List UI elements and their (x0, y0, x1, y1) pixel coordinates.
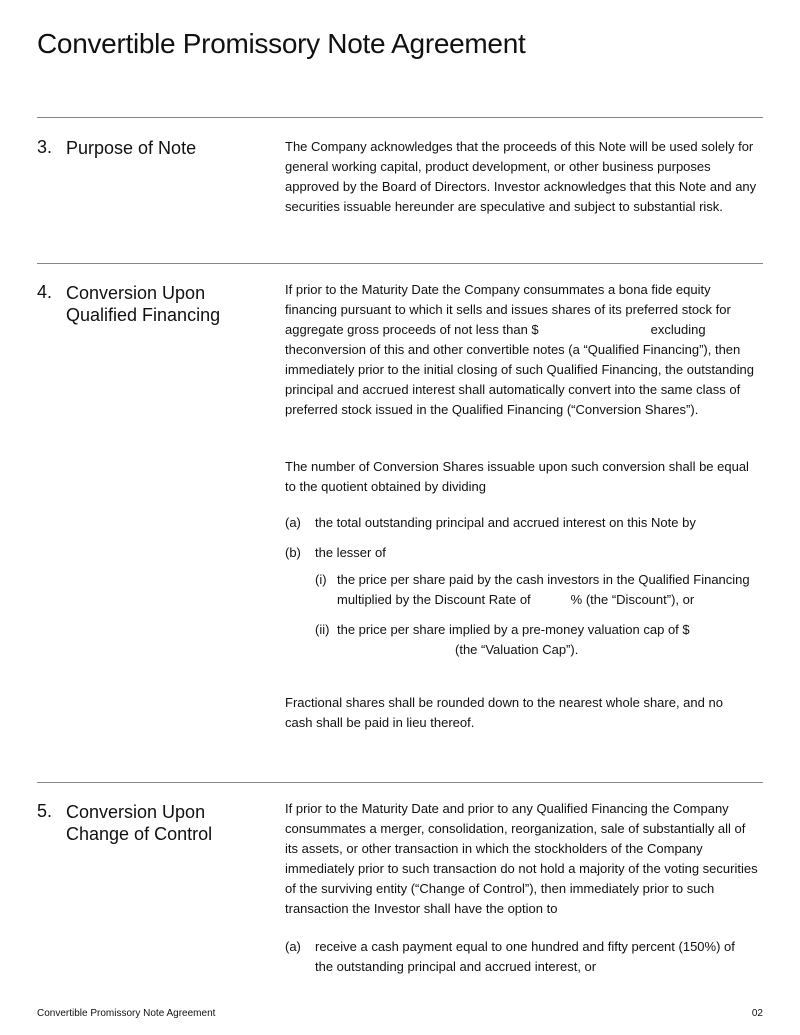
valuation-cap-field[interactable] (337, 640, 455, 660)
text: If prior to the Maturity Date the Company consummates a bona fide equity financing pursuant to which it sells and issues shares of its preferred stock for aggregate gross proceeds of not less than $ (285, 282, 731, 337)
section-number: 5. (37, 801, 53, 821)
paragraph (285, 280, 761, 420)
item-text (337, 620, 697, 660)
item-text (337, 570, 762, 610)
item-text: receive a cash payment equal to one hundred and fifty percent (150%) of the outstanding principal and accrued interest, or (315, 939, 735, 974)
paragraph: The Company acknowledges that the proceeds of this Note will be used solely for general working capital, product development, or other business purposes approved by the Board of Directors. Investor acknowledges that this Note and any securities issuable hereunder are speculative and subject to substantial risk. (285, 139, 757, 214)
text: (the “Valuation Cap”). (455, 642, 579, 657)
section-number: 4. (37, 282, 53, 302)
list-item (285, 937, 755, 977)
section-heading: Conversion Upon Change of Control (66, 802, 213, 844)
page-title: Convertible Promissory Note Agreement (37, 28, 526, 59)
item-label: (a) (285, 515, 301, 530)
item-label: (a) (285, 939, 301, 954)
list-item (315, 620, 763, 660)
divider (37, 263, 763, 264)
list-item (315, 570, 763, 610)
section-body (285, 799, 761, 919)
section-body (285, 280, 761, 420)
discount-rate-field[interactable] (531, 590, 571, 610)
item-label: (i) (315, 572, 327, 587)
proceeds-amount-field[interactable] (539, 320, 651, 340)
text: % (the “Discount”), or (570, 592, 695, 607)
section-number: 3. (37, 137, 53, 157)
section-heading: Conversion Upon Qualified Financing (66, 283, 221, 325)
item-text: the lesser of (315, 545, 386, 560)
paragraph: Fractional shares shall be rounded down to the nearest whole share, and no cash shall be paid in lieu thereof. (285, 695, 723, 730)
section-body (285, 693, 745, 733)
section-body (285, 137, 763, 217)
item-label: (ii) (315, 622, 330, 637)
text: the price per share paid by the cash investors in the Qualified Financing multiplied by the Discount Rate of (337, 572, 750, 607)
list-item (285, 543, 763, 563)
divider (37, 782, 763, 783)
item-text: the total outstanding principal and accrued interest on this Note by (315, 515, 696, 530)
divider (37, 117, 763, 118)
list-item (285, 513, 763, 533)
section-heading: Purpose of Note (66, 138, 197, 158)
paragraph: If prior to the Maturity Date and prior to any Qualified Financing the Company consummates a merger, consolidation, reorganization, sale of substantially all of its assets, or other transaction in which the stockholders of the Company immediately prior to such transaction do not hold a majority of the voting securities of the surviving entity (“Change of Control”), then immediately prior to such transaction the Investor shall have the option to (285, 801, 758, 916)
item-label: (b) (285, 545, 301, 560)
section-body (285, 457, 763, 497)
text: the price per share implied by a pre-money valuation cap of $ (337, 622, 690, 637)
text: excluding theconversion of this and other convertible notes (a “Qualified Financing”), then immediately prior to the initial closing of such Qualified Financing, the outstanding principal and accrued interest shall automatically convert into the same class of preferred stock issued in the Qualified Financing (“Conversion Shares”). (285, 322, 754, 417)
paragraph: The number of Conversion Shares issuable upon such conversion shall be equal to the quotient obtained by dividing (285, 459, 749, 494)
footer-title: Convertible Promissory Note Agreement (37, 1008, 216, 1019)
page-number: 02 (751, 1008, 763, 1019)
